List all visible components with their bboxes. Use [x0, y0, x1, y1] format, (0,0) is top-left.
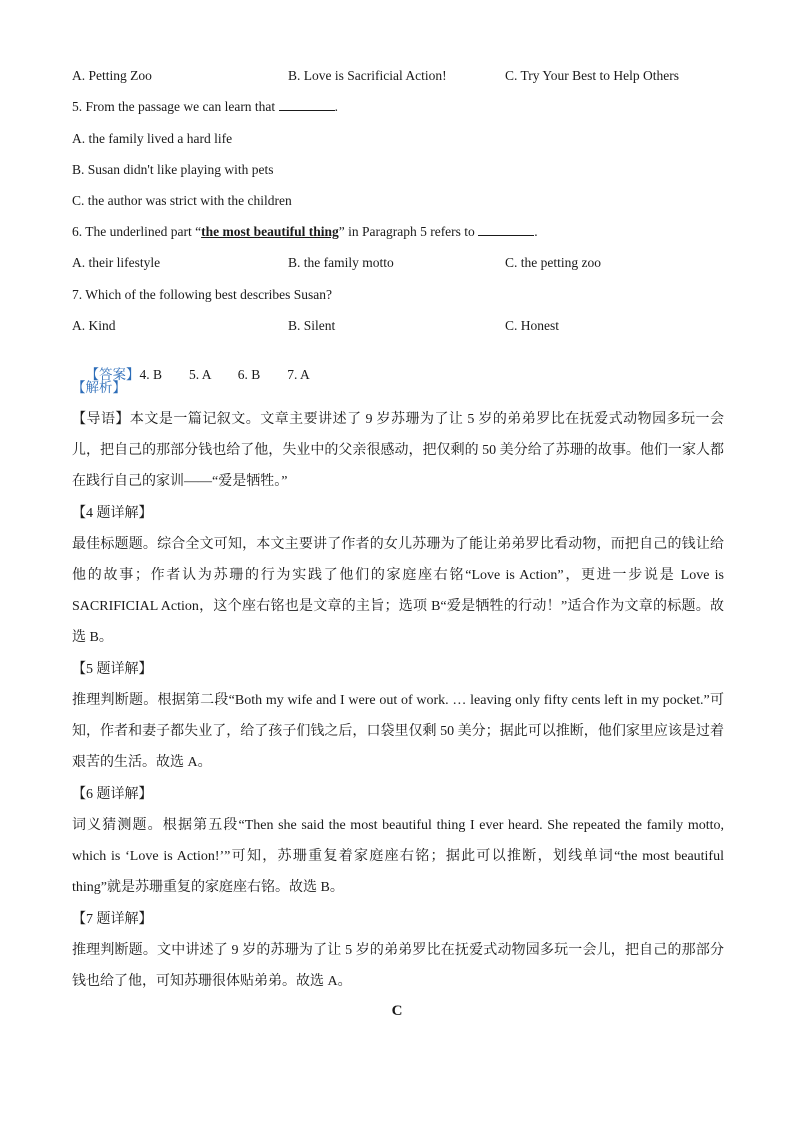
q4-detail-text: 最佳标题题。综合全文可知，本文主要讲了作者的女儿苏珊为了能让弟弟罗比看动物，而把自己的钱让给他的故事；作者认为苏珊的行为实践了他们的家庭座右铭“Love is Action”，更进一步说是 Love is SACRIFICIAL Action，这个座右铭也是文章的主旨；选项 B“爱是牺牲的行动！”适合作为文章的标题。故选 B。	[72, 537, 724, 645]
guide-text: 本文是一篇记叙文。文章主要讲述了 9 岁苏珊为了让 5 岁的弟弟罗比在抚爱式动物园多玩一会儿，把自己的那部分钱也给了他，失业中的父亲很感动，把仅剩的 50 美分给了苏珊的故事。他们一家人都在践行自己的家训——“爱是牺牲。”	[72, 412, 725, 489]
q7-option-c: C. Honest	[505, 318, 559, 333]
guide-tag: 【导语】	[72, 412, 130, 427]
q7-detail-heading: 【7 题详解】	[72, 912, 153, 927]
q7-option-b: B. Silent	[288, 318, 336, 333]
q6-stem-end: .	[534, 224, 538, 239]
analysis-tag: 【解析】	[72, 380, 126, 395]
answer-tag: 【答案】	[85, 367, 140, 382]
answer-text: 4. B 5. A 6. B 7. A	[139, 367, 310, 382]
q5-detail-text: 推理判断题。根据第二段“Both my wife and I were out of work. … leaving only fifty cents left in my pocket.”可知，作者和妻子都失业了，给了孩子们钱之后，口袋里仅剩 50 美分；据此可以推断，他们家里应该是过着艰苦的生活。故选 A。	[72, 693, 724, 770]
q6-option-a: A. their lifestyle	[72, 255, 161, 270]
q7-detail-text: 推理判断题。文中讲述了 9 岁的苏珊为了让 5 岁的弟弟罗比在抚爱式动物园多玩一会儿，把自己的那部分钱也给了他，可知苏珊很体贴弟弟。故选 A。	[72, 943, 724, 989]
q6-detail-text: 词义猜测题。根据第五段“Then she said the most beautiful thing I ever heard. She repeated the family motto, which is ‘Love is Action!’”可知，苏珊重复着家庭座右铭；据此可以推断，划线单词“the most beautiful thing”就是苏珊重复的家庭座右铭。故选 B。	[72, 818, 724, 895]
analysis-heading	[72, 379, 126, 397]
q4-option-a: A. Petting Zoo	[72, 68, 152, 83]
q4-detail-heading: 【4 题详解】	[72, 506, 153, 521]
q5-option-b: B. Susan didn't like playing with pets	[72, 162, 274, 177]
question-7-stem: 7. Which of the following best describes Susan?	[72, 287, 332, 302]
q4-option-c: C. Try Your Best to Help Others	[505, 68, 680, 83]
answer-blank	[478, 223, 534, 236]
q6-option-c: C. the petting zoo	[505, 255, 601, 270]
q5-option-c: C. the author was strict with the children	[72, 193, 292, 208]
q5-option-a: A. the family lived a hard life	[72, 131, 233, 146]
q6-detail-heading: 【6 题详解】	[72, 787, 153, 802]
q5-stem-end: .	[334, 99, 338, 114]
guide-paragraph	[72, 404, 724, 497]
q4-option-b: B. Love is Sacrificial Action!	[288, 68, 447, 83]
q6-stem-pre: 6. The underlined part “	[72, 224, 202, 239]
question-5-stem	[72, 98, 338, 116]
q6-underlined-phrase: the most beautiful thing	[201, 224, 339, 239]
q7-option-a: A. Kind	[72, 318, 116, 333]
q6-stem-post: ” in Paragraph 5 refers to	[338, 224, 475, 239]
q5-detail-heading: 【5 题详解】	[72, 662, 153, 677]
section-letter: C	[391, 1003, 403, 1019]
question-6-stem	[72, 223, 538, 241]
q5-stem-text: 5. From the passage we can learn that	[72, 99, 276, 114]
answer-blank	[279, 98, 335, 111]
q6-option-b: B. the family motto	[288, 255, 394, 270]
